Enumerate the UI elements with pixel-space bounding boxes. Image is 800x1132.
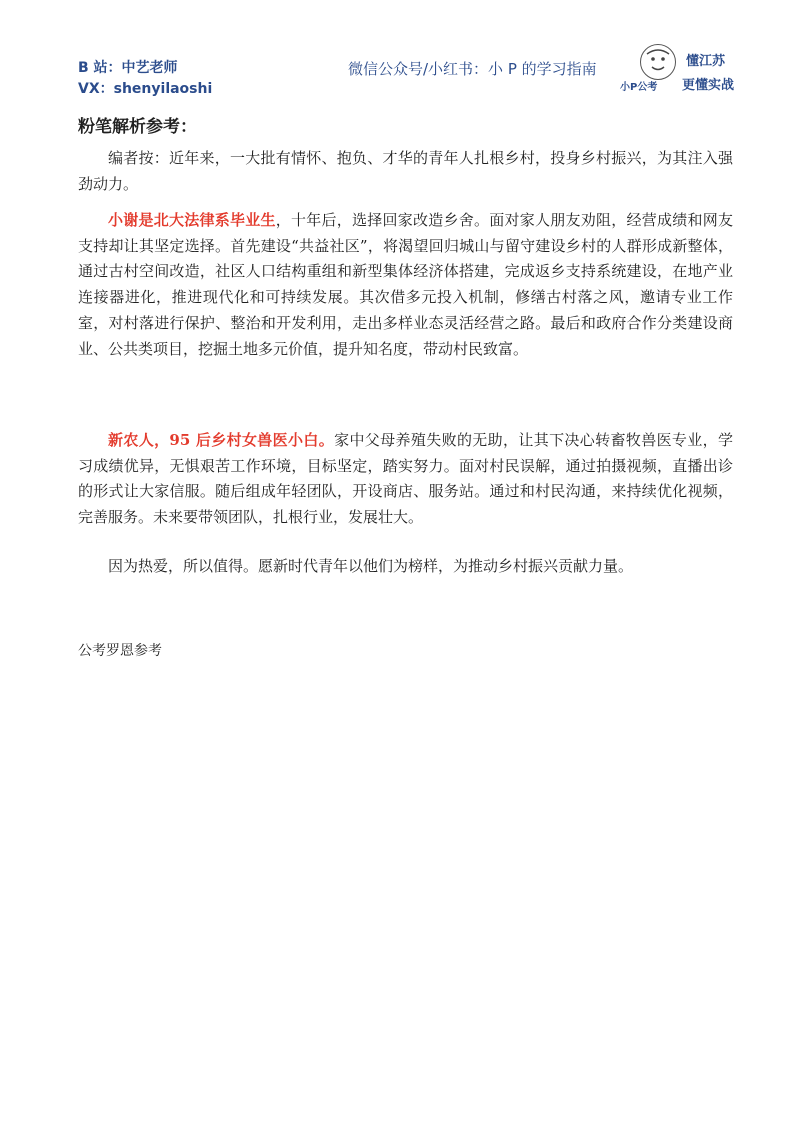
header-left (78, 58, 212, 100)
logo-tag: 小P公考 (620, 82, 658, 93)
paragraph-xiaobai (78, 428, 733, 531)
avatar-icon (640, 44, 676, 80)
logo (620, 44, 750, 94)
wechat-id: VX：shenyilaoshi (78, 81, 213, 97)
header-center: 微信公众号/小红书：小 P 的学习指南 (348, 60, 597, 78)
paragraph-xiaobai-text: 家中父母养殖失败的无助，让其下决心转畜牧兽医专业，学习成绩优异，无惧艰苦工作环境，目标坚定，踏实努力。面对村民误解，通过拍摄视频，直播出诊的形式让大家信服。随后组成年轻团队，开设商店、服务站。通过和村民沟通，来持续优化视频，完善服务。未来要带领团队，扎根行业，发展壮大。 (78, 431, 733, 527)
highlight-xiaoxie: 小谢是北大法律系毕业生 (108, 211, 276, 229)
logo-line2: 更懂实战 (682, 78, 735, 93)
paragraph-conclusion: 因为热爱，所以值得。愿新时代青年以他们为榜样，为推动乡村振兴贡献力量。 (108, 557, 634, 575)
footer-note: 公考罗恩参考 (78, 643, 162, 659)
logo-line1: 懂江苏 (686, 54, 726, 69)
bilibili-account: B 站：中艺老师 (78, 60, 178, 76)
paragraph-xiaoxie-text: ，十年后，选择回家改造乡舍。面对家人朋友劝阻，经营成绩和网友支持却让其坚定选择。首先建设“共益社区”，将渴望回归城山与留守建设乡村的人群形成新整体，通过古村空间改造，社区人口结构重组和新型集体经济体搭建，完成返乡支持系统建设，在地产业连接器进化，推进现代化和可持续发展。其次借多元投入机制，修缮古村落之风，邀请专业工作室，对村落进行保护、整治和开发利用，走出多样业态灵活经营之路。最后和政府合作分类建设商业、公共类项目，挖掘土地多元价值，提升知名度，带动村民致富。 (78, 211, 733, 358)
highlight-xiaobai: 新农人，95 后乡村女兽医小白。 (108, 431, 335, 449)
page-title: 粉笔解析参考： (78, 117, 197, 137)
paragraph-xiaoxie (78, 208, 733, 362)
paragraph-intro: 编者按：近年来，一大批有情怀、抱负、才华的青年人扎根乡村，投身乡村振兴，为其注入强劲动力。 (78, 149, 733, 193)
